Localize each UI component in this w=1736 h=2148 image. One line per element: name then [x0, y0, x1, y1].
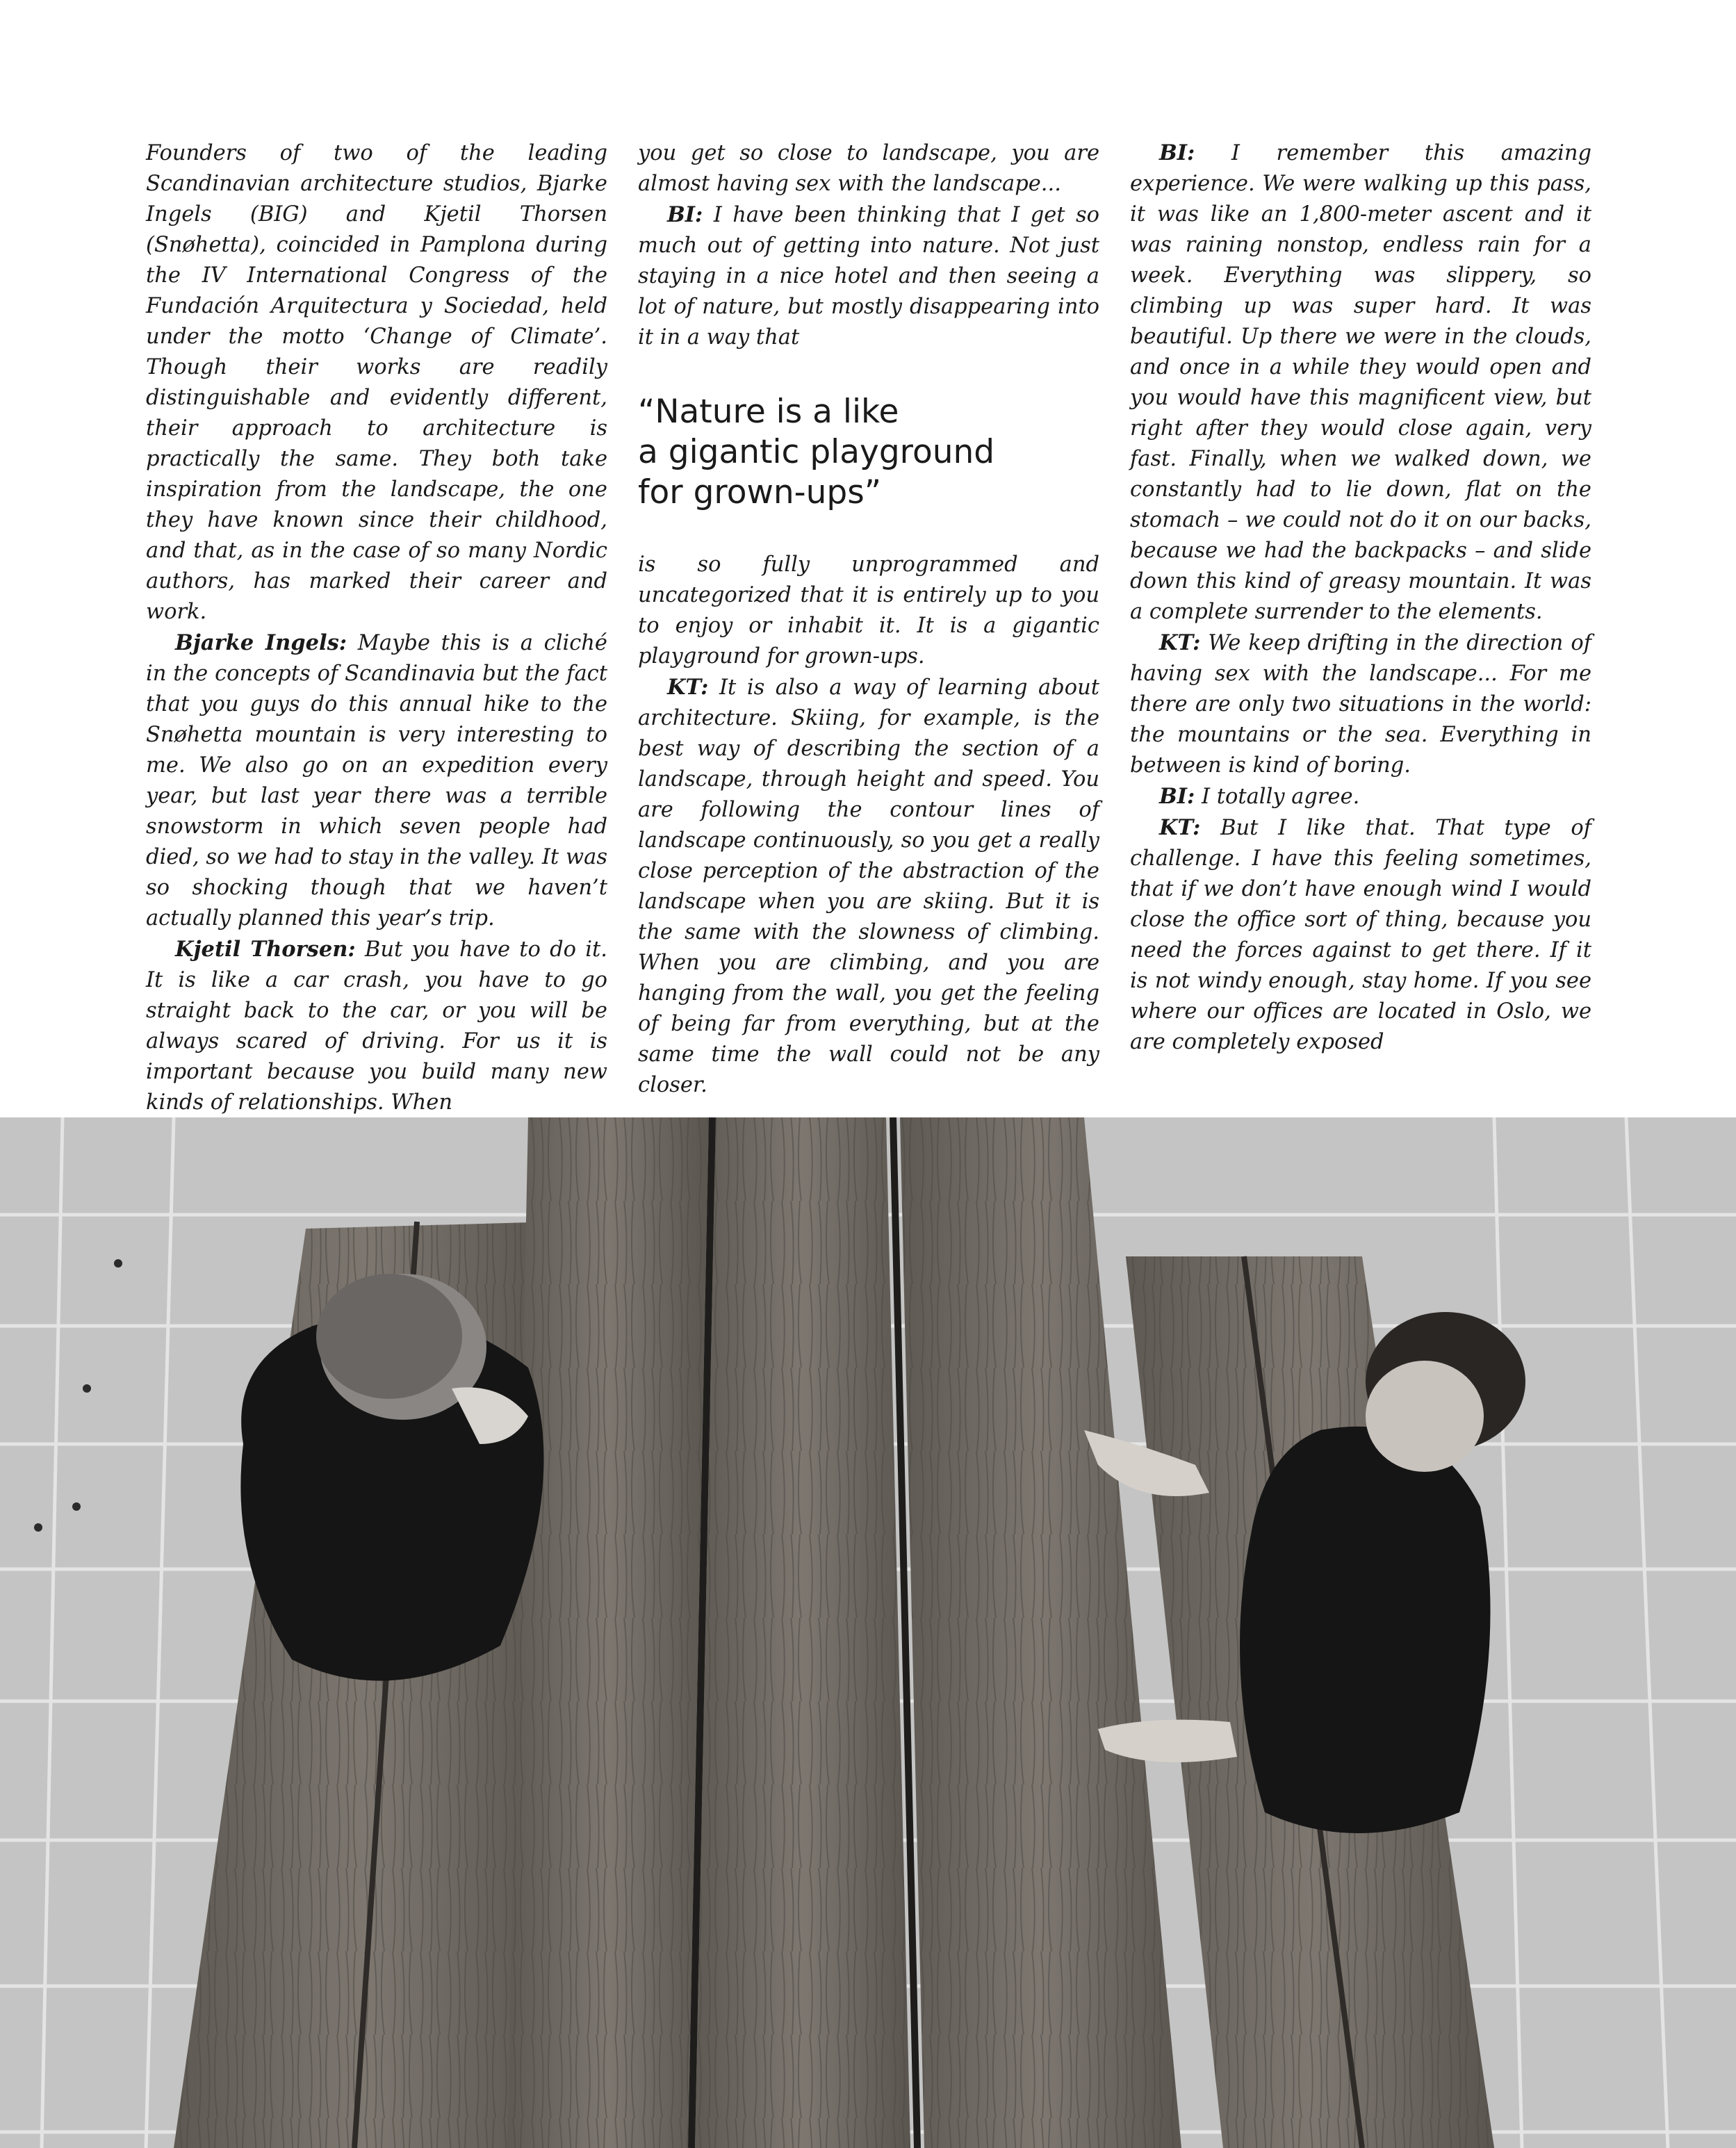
- paragraph-kt-3: KT: But I like that. That type of challenge. I have this feeling sometimes, that if we don’t have enough wind I would close the office sort of thing, because you need the forces against to get there. If it is not windy enough, stay home. If you see where our offices are located in Oslo, we are completely exposed: [1130, 815, 1591, 1054]
- speaker-label: Bjarke Ingels:: [175, 630, 347, 655]
- text-column-3: [1130, 138, 1591, 1058]
- paragraph-kt-2: KT: We keep drifting in the direction of having sex with the landscape... For me there are only two situations in the world: the mountains or the sea. Everything in between is kind of boring.: [1130, 630, 1591, 778]
- paragraph-thorsen-1: Kjetil Thorsen: But you have to do it. It is like a car crash, you have to go straight back to the car, or you will be always scared of driving. For us it is important because you build many new kinds of relationships. When: [146, 937, 607, 1115]
- speaker-label: KT:: [667, 675, 709, 700]
- paragraph-bi-3: BI: I totally agree.: [1159, 784, 1360, 809]
- paragraph-intro: Founders of two of the leading Scandinavian architecture studios, Bjarke Ingels (BIG) and Kjetil Thorsen (Snøhetta), coincided in Pamplona during the IV International Congress of the Fundación Arquitectura y Sociedad, held under the motto ‘Change of Climate’. Though their works are readily distinguishable and evidently different, their approach to architecture is practically the same. They both take inspiration from the landscape, the one they have known since their childhood, and that, as in the case of so many Nordic authors, has marked their career and work.: [146, 141, 607, 624]
- paragraph-kt-1: KT: It is also a way of learning about architecture. Skiing, for example, is the best way of describing the section of a landscape, through height and speed. You are following the contour lines of landscape continuously, so you get a really close perception of the abstraction of the landscape when you are skiing. But it is the same with the slowness of climbing. When you are climbing, and you are hanging from the wall, you get the feeling of being far from everything, but at the same time the wall could not be any closer.: [638, 675, 1099, 1097]
- text-column-2: [638, 138, 1099, 1101]
- paragraph-continued-2: is so fully unprogrammed and uncategorized that it is entirely up to you to enjoy or inhabit it. It is a gigantic playground for grown-ups.: [638, 552, 1099, 669]
- photo-architects-at-bench: [0, 1117, 1736, 2148]
- speaker-label: KT:: [1159, 815, 1201, 840]
- pull-quote: “Nature is a like a gigantic playground for grown-ups”: [638, 393, 995, 511]
- paragraph-continued: you get so close to landscape, you are almost having sex with the landscape...: [638, 141, 1099, 196]
- speaker-label: BI:: [667, 202, 703, 227]
- paragraph-ingels-1: Bjarke Ingels: Maybe this is a cliché in the concepts of Scandinavia but the fact that you guys do this annual hike to the Snøhetta mountain is very interesting to me. We also go on an expedition every year, but last year there was a terrible snowstorm in which seven people had died, so we had to stay in the valley. It was so shocking though that we haven’t actually planned this year’s trip.: [146, 630, 607, 930]
- speaker-label: BI:: [1159, 784, 1195, 809]
- paragraph-bi-2: BI: I remember this amazing experience. We were walking up this pass, it was like an 1,800-meter ascent and it was raining nonstop, endless rain for a week. Everything was slippery, so climbing up was super hard. It was beautiful. Up there we were in the clouds, and once in a while they would open and you would have this magnificent view, but right after they would close again, very fast. Finally, when we walked down, we constantly had to lie down, flat on the stomach – we could not do it on our backs, because we had the backpacks – and slide down this kind of greasy mountain. It was a complete surrender to the elements.: [1130, 140, 1591, 624]
- speaker-label: Kjetil Thorsen:: [175, 937, 356, 962]
- speaker-label: BI:: [1159, 140, 1195, 165]
- speaker-label: KT:: [1159, 630, 1201, 655]
- text-column-1: [146, 138, 607, 1118]
- paragraph-bi-1: BI: I have been thinking that I get so much out of getting into nature. Not just staying in a nice hotel and then seeing a lot of nature, but mostly disappearing into it in a way that: [638, 202, 1099, 350]
